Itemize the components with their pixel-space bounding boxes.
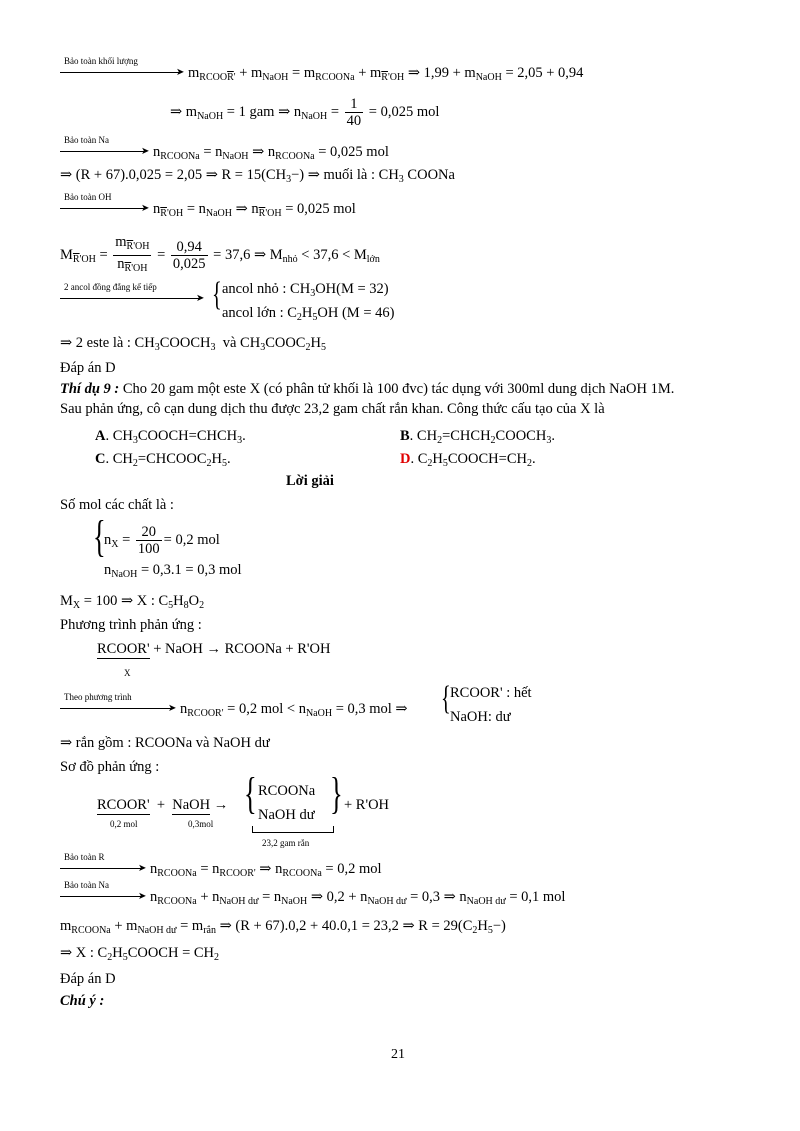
example-statement: Thí dụ 9 : Cho 20 gam một este X (có phân tử khối là 100 đvc) tác dụng với 300ml dung dịch NaOH 1M.	[60, 381, 675, 397]
scheme-brace-left: {	[244, 769, 257, 818]
reaction-title: Phương trình phản ứng :	[60, 617, 202, 633]
x-label: X	[124, 668, 131, 678]
na-conservation-line: Bảo toàn Na ➤ $n_{RCOONa} = n_{NaOH}$ ⇒ $n_{RCOONa} = 0,025$ mol	[60, 143, 389, 166]
naoh-excess: NaOH: dư	[450, 709, 511, 725]
page-number: 21	[391, 1047, 405, 1062]
solid-mass-equation: $m_{RCOONa} + m_{NaOH dư} = m_{rắn}$ ⇒ (R + 67).0,2 + 40.0,1 = 23,2 ⇒ $R = 29(C_2H_5-)$	[60, 918, 506, 936]
example-statement-2: Sau phản ứng, cô cạn dung dịch thu được 23,2 gam chất rắn khan. Công thức cấu tạo của X là	[60, 401, 605, 417]
mole-brace: {	[93, 512, 106, 561]
scheme-brace-right: }	[330, 769, 343, 818]
scheme-product: + R'OH	[344, 797, 390, 813]
option-b: B. $CH_2=CHCH_2COOCH_3$.	[400, 428, 555, 446]
n-x-line: $n_X$ = $\frac{20}{100}$ = 0,2 mol	[104, 524, 220, 557]
underbrace-line	[252, 826, 334, 833]
answer-line-2: Đáp án D	[60, 971, 116, 987]
na-conservation-line-2: Bảo toàn Na ➤ $n_{RCOONa} + n_{NaOH dư} = n_{NaOH}$ ⇒ $0,2 + n_{NaOH dư} = 0,3$ ⇒ $n_{NaOH dư} = 0,1$ mol	[60, 888, 565, 911]
scheme-naoh: NaOH dư	[258, 807, 315, 823]
large-alcohol: ancol lớn : $C_2H_5OH$ (M = 46)	[222, 305, 395, 323]
option-a: A. $CH_3COOCH=CHCH_3$.	[95, 428, 246, 446]
equation-comparison: Theo phương trình ➤ $n_{RCOOR'} = 0,2$ mol < $n_{NaOH} = 0,3$ mol ⇒	[60, 700, 408, 723]
mole-intro: Số mol các chất là :	[60, 497, 174, 513]
scheme-salt: RCOONa	[258, 783, 316, 799]
option-d: D. $C_2H_5COOCH=CH_2$.	[400, 451, 536, 469]
ester-consumed: RCOOR' : hết	[450, 685, 532, 701]
n-naoh-line: $n_{NaOH} = 0,3.1 = 0,3$ mol	[104, 562, 242, 580]
note-heading: Chú ý :	[60, 993, 105, 1009]
scheme-title: Sơ đồ phản ứng :	[60, 759, 160, 775]
salt-identification-line: ⇒ (R + 67).0,025 = 2,05 ⇒ $R = 15(CH_3-)$ ⇒ muối là : $CH_3$ COONa	[60, 167, 455, 185]
left-brace: {	[212, 276, 222, 313]
esters-line: ⇒ 2 este là : $CH_3COOCH_3$ và $CH_3COOC_2H_5$	[60, 335, 326, 353]
note-naoh-moles: 0,3mol	[188, 819, 214, 829]
x-formula: ⇒ X : $C_2H_5COOCH = CH_2$	[60, 945, 220, 963]
oh-conservation-line: Bảo toàn OH ➤ $n_{\overline{R}'OH} = n_{NaOH}$ ⇒ $n_{\overline{R}'OH} = 0,025$ mol	[60, 200, 356, 223]
mass-conservation-line: Bảo toàn khối lượng ➤ $m_{RCOO\overline{R}'} + m_{NaOH} = m_{RCOONa} + m_{\overline{R}'OH}$ ⇒ $1,99 + m_{NaOH} = 2,05 + 0,94$	[60, 64, 583, 87]
average-molar-mass-line: $M_{\overline{R}'OH}$ = $\frac{m_{\overline{R}'OH}}{n_{\overline{R}'OH}}$ = $\frac{0,94}{0,025}$ = 37,6 ⇒ $M_{nhỏ} < 37,6 < M_{lớn}$	[60, 234, 380, 274]
option-c: C. $CH_2=CHCOOC_2H_5$.	[95, 451, 231, 469]
scheme-equation: RCOOR' + NaOH →	[97, 797, 229, 813]
alcohol-arrow: 2 ancol đồng đẳng kế tiếp ➤	[60, 290, 204, 309]
solid-composition: ⇒ rắn gồm : RCOONa và NaOH dư	[60, 735, 270, 751]
small-alcohol: ancol nhỏ : $CH_3OH(M = 32)$	[222, 281, 389, 299]
molar-mass-x: $M_X = 100$ ⇒ X : $C_5H_8O_2$	[60, 593, 205, 611]
reaction-equation: RCOOR' + NaOH → RCOONa + R'OH	[97, 641, 331, 657]
excess-brace: {	[441, 680, 451, 717]
note-ester-moles: 0,2 mol	[110, 819, 138, 829]
r-conservation-line: Bảo toàn R ➤ $n_{RCOONa} = n_{RCOOR'}$ ⇒ $n_{RCOONa} = 0,2$ mol	[60, 860, 382, 883]
note-solid-mass: 23,2 gam rắn	[262, 838, 310, 848]
naoh-mass-line: ⇒ $m_{NaOH} = 1$ gam ⇒ $n_{NaOH}$ = $\frac{1}{40}$ = 0,025 mol	[170, 96, 440, 129]
answer-line-1: Đáp án D	[60, 360, 116, 376]
solution-title: Lời giải	[286, 473, 334, 489]
